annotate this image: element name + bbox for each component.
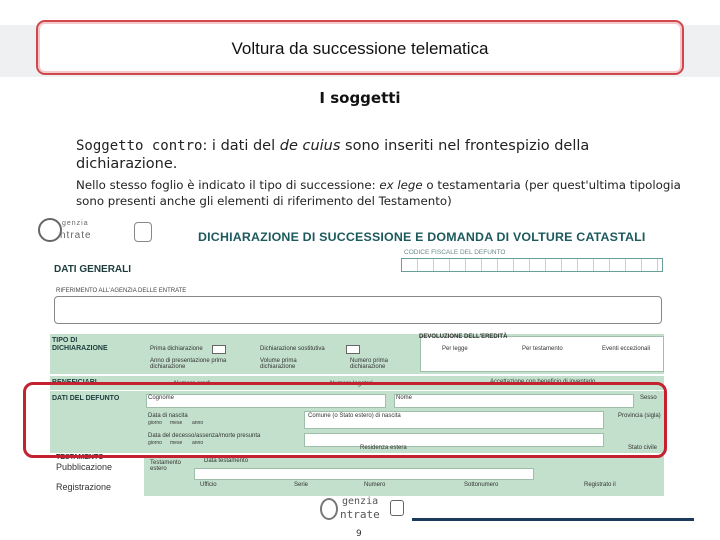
numero-prima-label: Numero prima dichiarazione (350, 358, 389, 370)
riferimento-field (54, 296, 662, 324)
term-de-cuius: de cuius (279, 138, 341, 154)
pubblicazione-label: Pubblicazione (56, 462, 113, 472)
per-legge-label: Per legge (442, 346, 468, 352)
testamento-label: TESTAMENTO (56, 454, 104, 461)
data-decesso-label: Data del decesso/assenza/morte presunta (148, 433, 261, 439)
sesso-label: Sesso (640, 395, 657, 401)
footer-rule (412, 518, 694, 521)
decesso-anno-label: anno (192, 440, 204, 446)
slide-title-box (36, 20, 684, 75)
form-logo-line1: genzia (62, 220, 89, 227)
footer-logo (318, 496, 408, 526)
numero-label: Numero (364, 482, 386, 488)
codice-fiscale-label: CODICE FISCALE DEL DEFUNTO (404, 249, 506, 256)
emblem-icon (134, 222, 152, 242)
pubblicazione-field (194, 468, 534, 480)
para1-text-b: sono inseriti nel frontespizio della dichiarazione. (76, 138, 590, 172)
data-testamento-label: Data testamento (204, 458, 249, 464)
footer-logo-e-icon (320, 498, 338, 520)
sottonumero-label: Sottonumero (464, 482, 499, 488)
dichiarazione-sostitutiva-checkbox (346, 345, 360, 354)
prima-dichiarazione-checkbox (212, 345, 226, 354)
devoluzione-label: DEVOLUZIONE DELL'EREDITÀ (419, 334, 508, 340)
serie-label: Serie (294, 482, 309, 488)
page-number: 9 (356, 529, 362, 539)
volume-label: Volume prima dichiarazione (260, 358, 297, 370)
nascita-anno-label: anno (192, 420, 204, 426)
dati-generali-heading: DATI GENERALI (54, 264, 132, 275)
comune-nascita-label: Comune (o Stato estero) di nascita (308, 413, 401, 419)
tipo-dichiarazione-label: TIPO DI DICHIARAZIONE (52, 337, 108, 352)
footer-emblem-icon (390, 500, 404, 516)
per-testamento-label: Per testamento (522, 346, 563, 352)
form-logo-line2: ntrate (60, 230, 92, 241)
nascita-giorno-label: giorno (148, 420, 162, 426)
codice-fiscale-field (401, 258, 663, 272)
paragraph-soggetto-contro (76, 137, 676, 173)
devoluzione-box (420, 336, 664, 372)
provincia-label: Provincia (sigla) (618, 413, 661, 419)
anno-presentazione-label: Anno di presentazione prima dichiarazione (150, 358, 227, 370)
beneficio-inventario-label: Accettazione con beneficio di inventario (490, 379, 596, 385)
term-soggetto-contro: Soggetto contro (76, 138, 203, 154)
prima-dichiarazione-label: Prima dichiarazione (150, 346, 203, 352)
paragraph-tipo-successione (76, 177, 696, 209)
dichiarazione-sostitutiva-label: Dichiarazione sostitutiva (260, 346, 325, 352)
footer-logo-line2: ntrate (340, 508, 380, 521)
numero-legatari-label: Numero legatari (330, 381, 373, 387)
section-testamento (144, 456, 664, 496)
footer-logo-line1: genzia (342, 496, 379, 507)
dati-defunto-label: DATI DEL DEFUNTO (52, 395, 120, 402)
dati-defunto-highlight (23, 382, 667, 458)
registrazione-label: Registrazione (56, 482, 112, 492)
cognome-label: Cognome (148, 395, 175, 401)
section-tipo-dichiarazione (50, 334, 664, 374)
ufficio-label: Ufficio (200, 482, 217, 488)
slide-subtitle: I soggetti (319, 89, 401, 107)
agenzia-entrate-logo-icon (38, 218, 62, 242)
registrato-il-label: Registrato il (584, 482, 616, 488)
term-ex-lege: ex lege (379, 178, 423, 192)
stato-civile-label: Stato civile (628, 445, 658, 451)
decesso-mese-label: mese (170, 440, 183, 446)
numero-eredi-label: Numero eredi (174, 381, 211, 387)
decesso-giorno-label: giorno (148, 440, 162, 446)
riferimento-label: RIFERIMENTO ALL'AGENZIA DELLE ENTRATE (56, 288, 187, 294)
para1-text-a: : i dati del (202, 138, 280, 154)
nome-label: Nome (396, 395, 413, 401)
form-title: DICHIARAZIONE DI SUCCESSIONE E DOMANDA DI VOLTURE CATASTALI (198, 230, 646, 244)
residenza-estera-label: Residenza estera (360, 445, 407, 451)
eventi-eccezionali-label: Eventi eccezionali (602, 346, 651, 352)
para2-text-a: Nello stesso foglio è indicato il tipo di successione: (76, 178, 380, 192)
para2-text-b: o testamentaria (per quest'ultima tipologia sono presenti anche gli elementi di riferimento del Testamento) (76, 178, 681, 208)
beneficiari-label: BENEFICIARI (52, 379, 97, 386)
nascita-mese-label: mese (170, 420, 183, 426)
data-nascita-label: Data di nascita (148, 413, 188, 419)
testamento-estero-label: Testamento estero (150, 460, 182, 472)
slide-title: Voltura da successione telematica (231, 39, 489, 58)
